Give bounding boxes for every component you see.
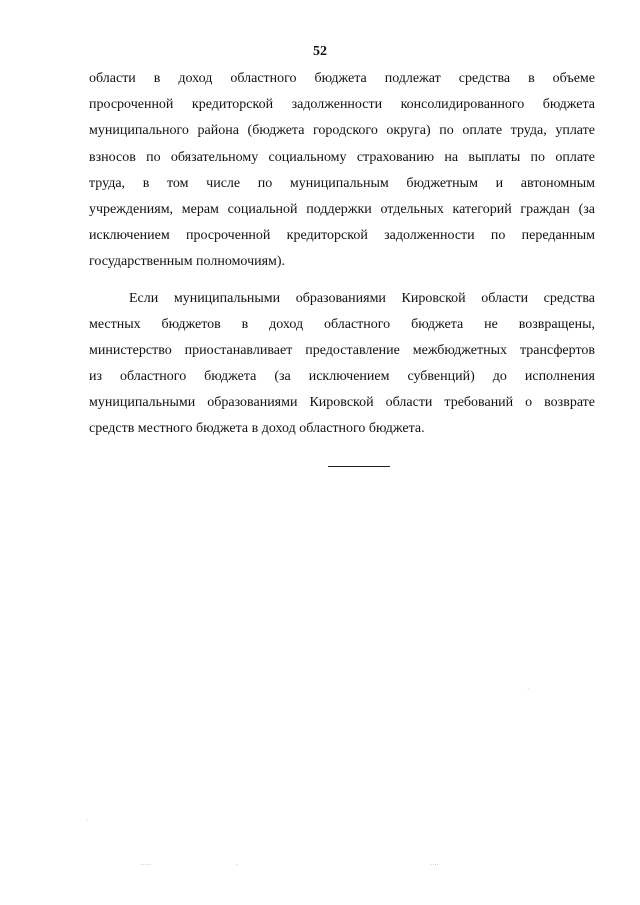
paragraph-1-line-5: труда, в том числе по муниципальным бюджетным и автономным: [89, 175, 595, 191]
paragraph-2-line-3: министерство приостанавливает предоставление межбюджетных трансфертов: [89, 342, 595, 358]
scan-speck: ····: [430, 861, 439, 869]
end-of-document-rule: [328, 466, 390, 467]
paragraph-1-line-8: государственным полномочиям).: [89, 254, 286, 270]
paragraph-2-line-4: из областного бюджета (за исключением субвенций) до исполнения: [89, 369, 595, 385]
page-number: 52: [313, 44, 327, 59]
paragraph-1-line-3: муниципального района (бюджета городского округа) по оплате труда, уплате: [89, 123, 595, 139]
paragraph-spacer: [89, 276, 595, 286]
scan-speck: ·: [86, 817, 89, 825]
paragraph-1-line-2: просроченной кредиторской задолженности консолидированного бюджета: [89, 97, 595, 113]
paragraph-1-line-4: взносов по обязательному социальному страхованию на выплаты по оплате: [89, 149, 595, 165]
paragraph-1-line-6: учреждениям, мерам социальной поддержки отдельных категорий граждан (за: [89, 201, 595, 217]
document-body: [89, 66, 595, 443]
paragraph-2-line-6: средств местного бюджета в доход областного бюджета.: [89, 421, 425, 437]
scan-speck: ·: [527, 685, 530, 693]
paragraph-1-line-1: области в доход областного бюджета подлежат средства в объеме: [89, 71, 595, 86]
paragraph-2-line-1: Если муниципальными образованиями Кировской области средства: [129, 290, 595, 306]
paragraph-2: [89, 286, 595, 443]
paragraph-1: [89, 66, 595, 276]
paragraph-1-line-7: исключением просроченной кредиторской задолженности по переданным: [89, 228, 595, 244]
scan-speck: ·····: [140, 861, 152, 869]
paragraph-2-line-5: муниципальными образованиями Кировской области требований о возврате: [89, 395, 595, 411]
paragraph-2-line-2: местных бюджетов в доход областного бюджета не возвращены,: [89, 316, 595, 332]
scan-speck: ·: [236, 861, 239, 869]
